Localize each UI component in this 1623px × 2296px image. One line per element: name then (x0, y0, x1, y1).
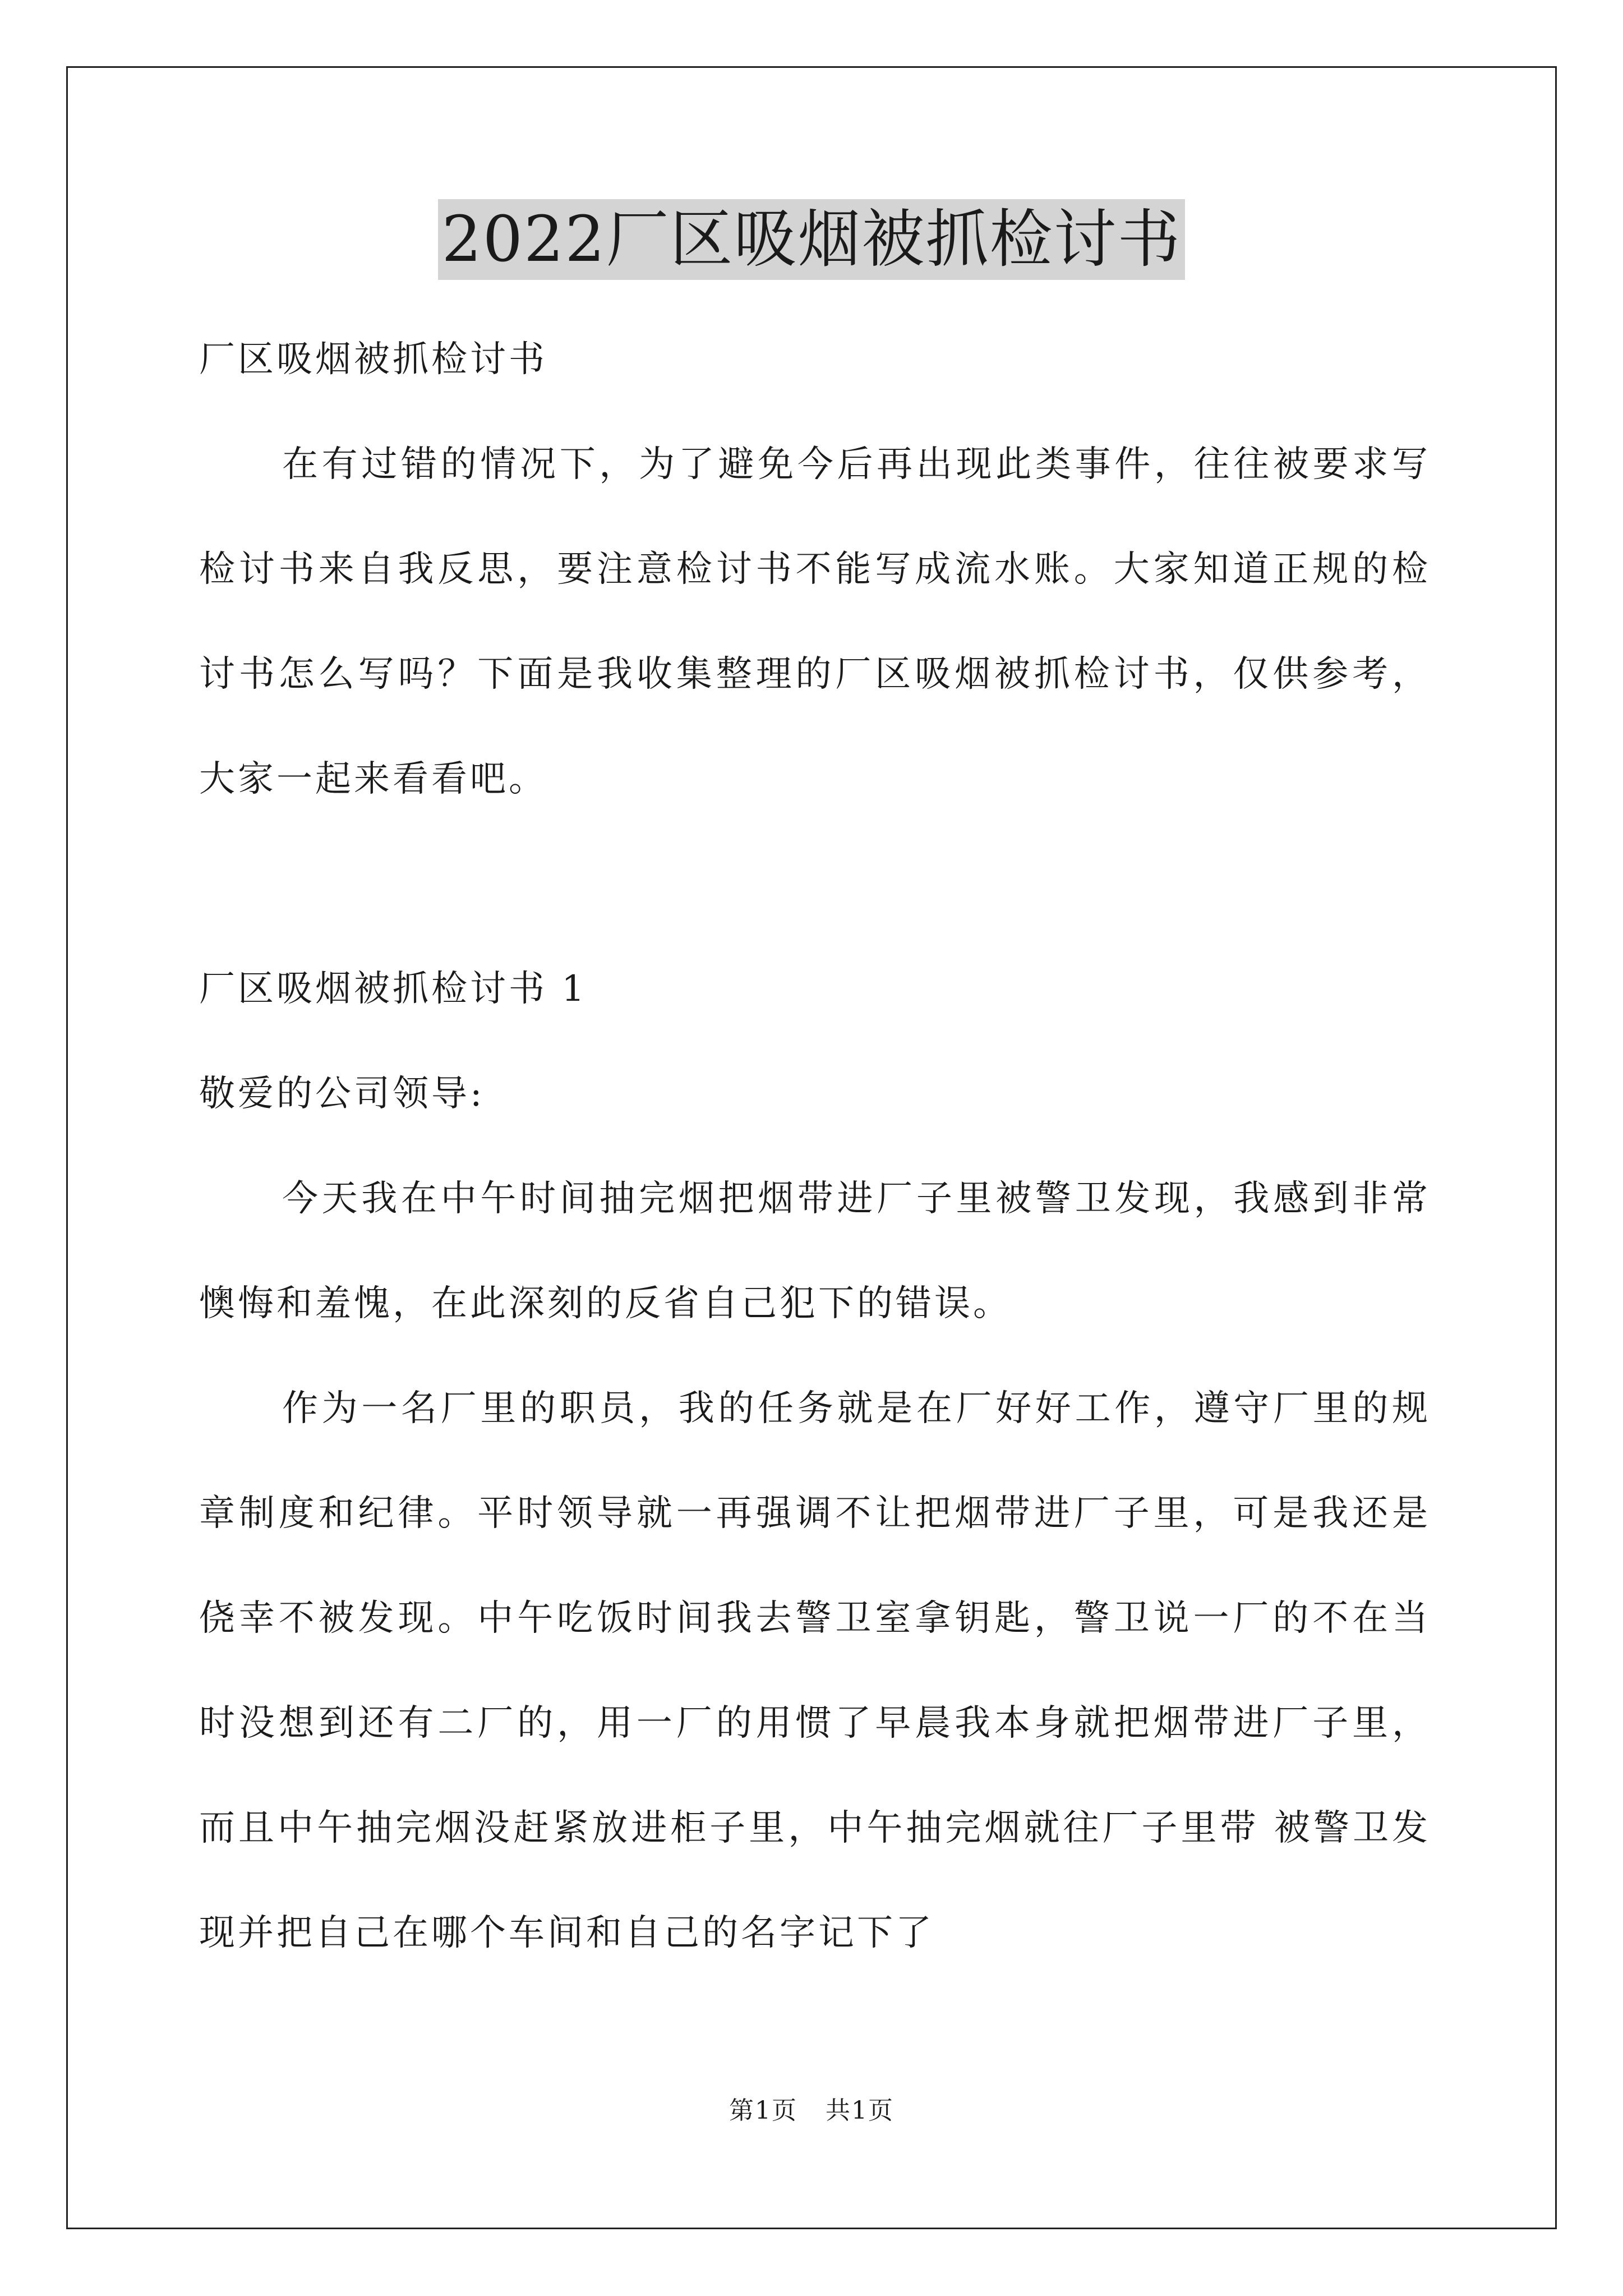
document-title: 2022厂区吸烟被抓检讨书 (438, 199, 1184, 280)
document-body (199, 307, 1431, 1986)
salutation: 敬爱的公司领导: (199, 1073, 485, 1115)
page-number-current: 第1页 (729, 2096, 797, 2125)
body-paragraph: 作为一名厂里的职员，我的任务就是在厂好好工作，遵守厂里的规章制度和纪律。平时领导就一再强调不让把烟带进厂子里，可是我还是侥幸不被发现。中午吃饭时间我去警卫室拿钥匙，警卫说一厂的不在当时没想到还有二厂的，用一厂的用惯了早晨我本身就把烟带进厂子里，而且中午抽完烟没赶紧放进柜子里，中午抽完烟就往厂子里带 被警卫发现并把自己在哪个车间和自己的名字记下了 (199, 1388, 1431, 1954)
section-heading: 厂区吸烟被抓检讨书 1 (199, 968, 588, 1010)
intro-paragraph: 在有过错的情况下，为了避免今后再出现此类事件，往往被要求写检讨书来自我反思，要注意检讨书不能写成流水账。大家知道正规的检讨书怎么写吗？下面是我收集整理的厂区吸烟被抓检讨书，仅供参考，大家一起来看看吧。 (199, 444, 1431, 800)
body-paragraph: 今天我在中午时间抽完烟把烟带进厂子里被警卫发现，我感到非常懊悔和羞愧，在此深刻的反省自己犯下的错误。 (199, 1178, 1431, 1324)
paragraph-spacer (199, 832, 1431, 937)
title-container (0, 199, 1623, 280)
page-number-total: 共1页 (826, 2096, 894, 2125)
document-subtitle: 厂区吸烟被抓检讨书 (199, 339, 547, 380)
page-footer (0, 2094, 1623, 2128)
